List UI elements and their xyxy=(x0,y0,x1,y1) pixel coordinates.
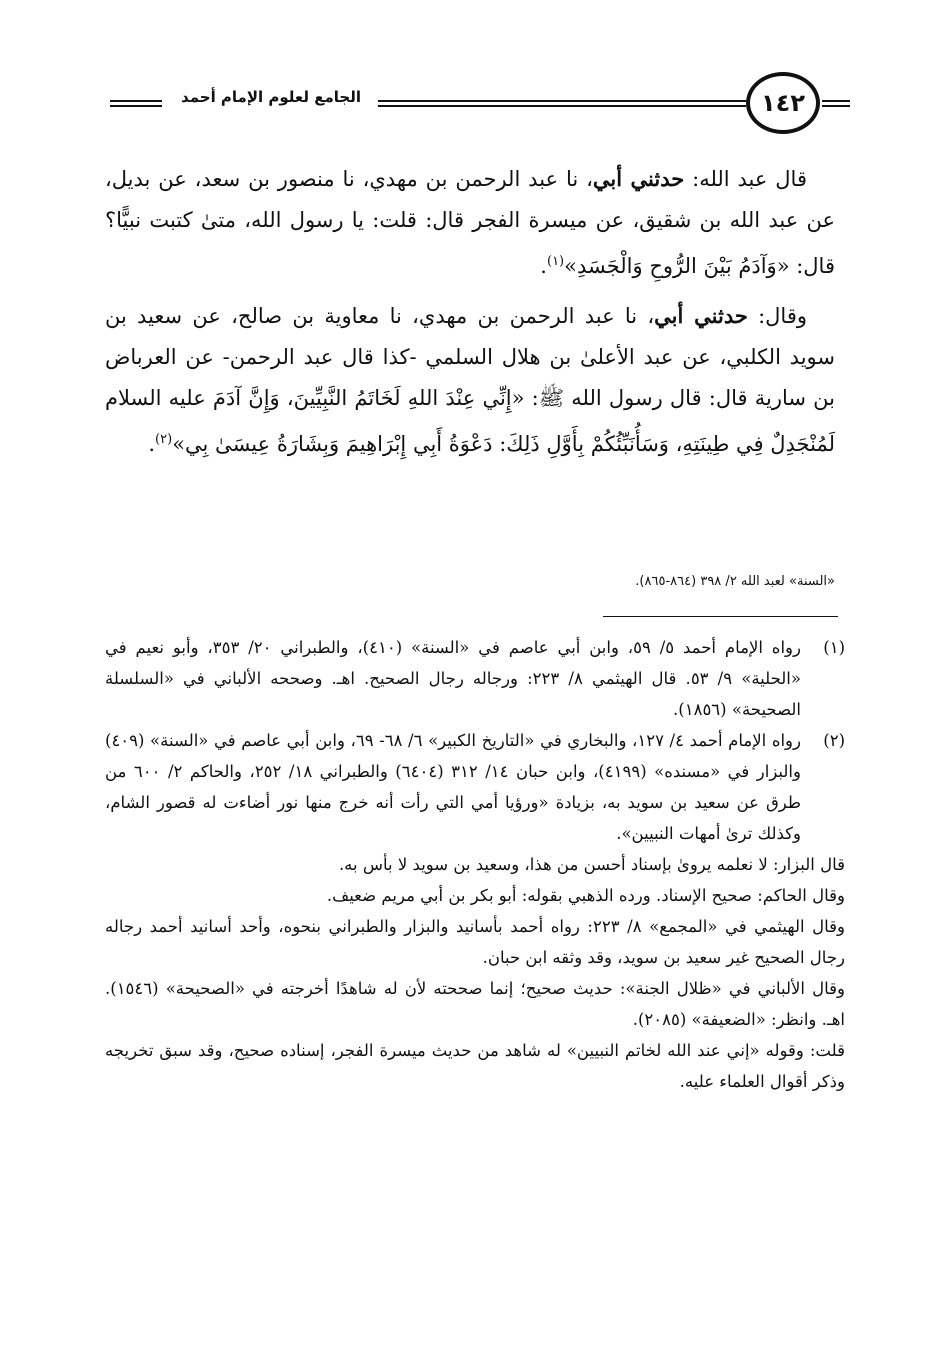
para1-text: ، نا عبد الرحمن بن مهدي، نا منصور بن سعد، عن بديل، عن عبد الله بن شقيق، عن ميسرة الفجر قال: قلت: يا رسول الله، متىٰ كتبت نبيًّا؟ قال: «وَآدَمُ بَيْنَ الرُّوحِ وَالْجَسَدِ» xyxy=(105,167,835,278)
para1-lead: قال عبد الله: xyxy=(684,167,807,191)
footnote-text: رواه الإمام أحمد ٥/ ٥٩، وابن أبي عاصم في «السنة» (٤١٠)، والطبراني ٢٠/ ٣٥٣، وأبو نعيم في «الحلية» ٩/ ٥٣. قال الهيثمي ٨/ ٢٢٣: ورجاله رجال الصحيح. اهـ. وصححه الألباني في «السلسلة الصحيحة» (١٨٥٦). xyxy=(105,638,801,719)
footnote-2 xyxy=(105,725,845,849)
footnote-number: (١) xyxy=(823,638,845,657)
para2-lead: وقال: xyxy=(747,304,808,328)
paragraph-2 xyxy=(105,295,835,465)
footnote-separator xyxy=(603,616,838,617)
footnotes xyxy=(105,632,845,1097)
main-text xyxy=(105,158,835,473)
footnote-ref-2[interactable]: (٢) xyxy=(155,432,173,447)
para2-end: . xyxy=(148,432,156,456)
running-title: الجامع لعلوم الإمام أحمد xyxy=(181,88,361,106)
note-bazzar: قال البزار: لا نعلمه يروىٰ بإسناد أحسن من هذا، وسعيد بن سويد لا بأس به. xyxy=(338,855,845,874)
page-number: ١٤٢ xyxy=(761,89,805,117)
note-haythami: وقال الهيثمي في «المجمع» ٨/ ٢٢٣: رواه أحمد بأسانيد والبزار والطبراني بنحوه، وأحد أسانيد أحمد رجاله رجال الصحيح غير سعيد بن سويد، وقد وثقه ابن حبان. xyxy=(105,917,845,967)
note-hakim: وقال الحاكم: صحيح الإسناد. ورده الذهبي بقوله: أبو بكر بن أبي مريم ضعيف. xyxy=(326,886,845,905)
footnote-1 xyxy=(105,632,845,725)
footnote-number: (٢) xyxy=(823,731,845,750)
header-rule-middle xyxy=(378,100,746,107)
para2-bold: حدثني أبي xyxy=(654,303,748,328)
page-number-badge xyxy=(746,72,820,134)
page-header xyxy=(110,72,840,142)
note-albani: وقال الألباني في «ظلال الجنة»: حديث صحيح؛ إنما صححته لأن له شاهدًا أخرجته في «الصحيحة» (١٥٤٦). اهـ. وانظر: «الضعيفة» (٢٠٨٥). xyxy=(105,979,845,1029)
footnote-text: رواه الإمام أحمد ٤/ ١٢٧، والبخاري في «التاريخ الكبير» ٦/ ٦٨- ٦٩، وابن أبي عاصم في «السنة» (٤٠٩) والبزار في «مسنده» (٤١٩٩)، وابن حبان ١٤/ ٣١٢ (٦٤٠٤) والطبراني ١٨/ ٢٥٢، والحاكم ٢/ ٦٠٠ من طرق عن سعيد بن سويد به، بزيادة «ورؤيا أمي التي رأت أنه خرج منها نور أضاءت له قصور الشام، وكذلك ترىٰ أمهات النبيين». xyxy=(105,731,801,843)
header-rule-right xyxy=(822,100,850,107)
source-citation: «السنة» لعبد الله ٢/ ٣٩٨ (٨٦٤-٨٦٥). xyxy=(635,574,835,589)
para1-end: . xyxy=(540,254,547,278)
note-author: قلت: وقوله «إني عند الله لخاتم النبيين» له شاهد من حديث ميسرة الفجر، إسناده صحيح، وقد سبق تخريجه وذكر أقوال العلماء عليه. xyxy=(105,1041,845,1091)
para1-bold: حدثني أبي xyxy=(592,166,685,191)
footnote-ref-1[interactable]: (١) xyxy=(546,254,565,269)
paragraph-1 xyxy=(105,158,835,287)
para2-text: ، نا عبد الرحمن بن مهدي، نا معاوية بن صالح، عن سعيد بن سويد الكلبي، عن عبد الأعلىٰ بن هلال السلمي -كذا قال عبد الرحمن- عن العرباض بن سارية قال: قال رسول الله ﷺ: «إِنِّي عِنْدَ اللهِ لَخَاتَمُ النَّبِيِّينَ، وَإِنَّ آدَمَ عليه السلام لَمُنْجَدِلٌ فِي طِينَتِهِ، وَسَأُنَبِّئُكُمْ بِأَوَّلِ ذَلِكَ: دَعْوَةُ أَبِي إِبْرَاهِيمَ وَبِشَارَةُ عِيسَىٰ بِي» xyxy=(105,304,835,456)
header-rule-left xyxy=(110,100,162,107)
